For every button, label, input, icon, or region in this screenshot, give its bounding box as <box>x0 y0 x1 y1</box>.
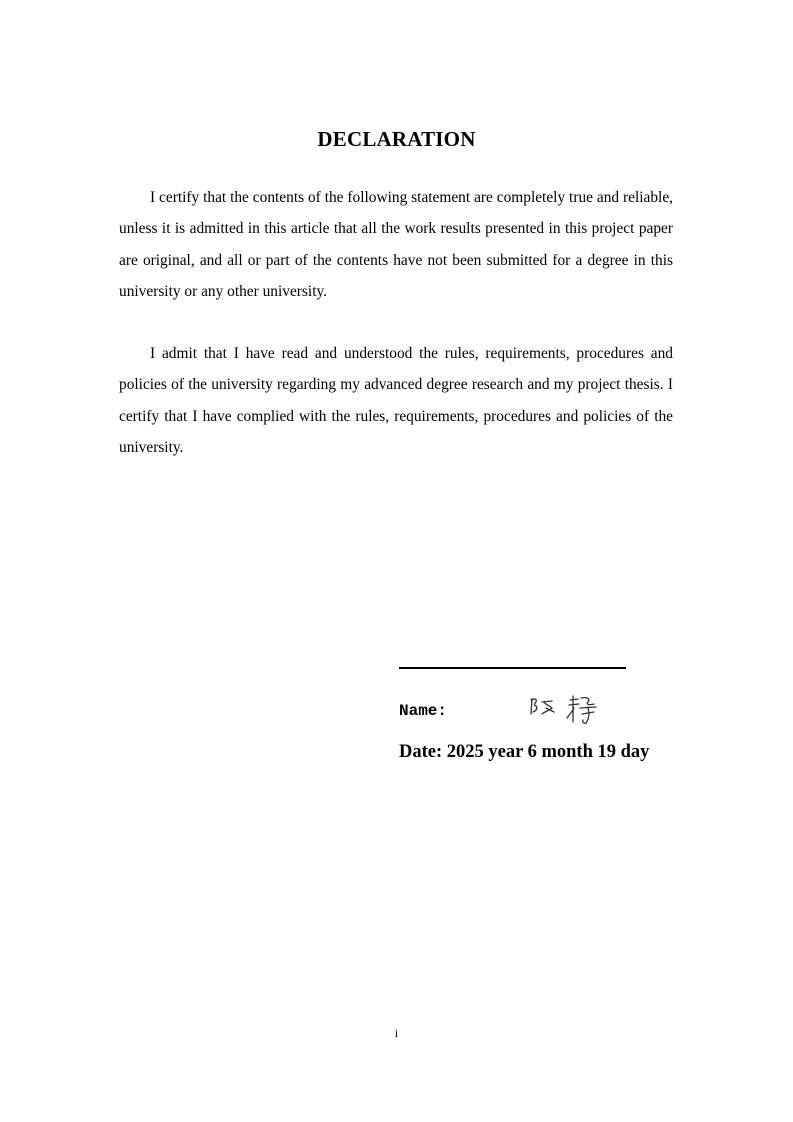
page-title: DECLARATION <box>317 127 476 151</box>
date-line: Date: 2025 year 6 month 19 day <box>399 742 650 762</box>
handwritten-signature <box>528 692 608 728</box>
declaration-paragraph-1: I certify that the contents of the following statement are completely true and reliable, unless it is admitted in this article that all the work results presented in this project paper are original, and all or part of the contents have not been submitted for a degree in this university or any other university. <box>119 189 673 300</box>
name-label: Name: <box>399 702 448 720</box>
declaration-paragraph-2: I admit that I have read and understood the rules, requirements, procedures and policies of the university regarding my advanced degree research and my project thesis. I certify that I have complied with the rules, requirements, procedures and policies of the university. <box>119 345 673 456</box>
page-number: i <box>394 1026 399 1040</box>
signature-line <box>399 667 626 669</box>
